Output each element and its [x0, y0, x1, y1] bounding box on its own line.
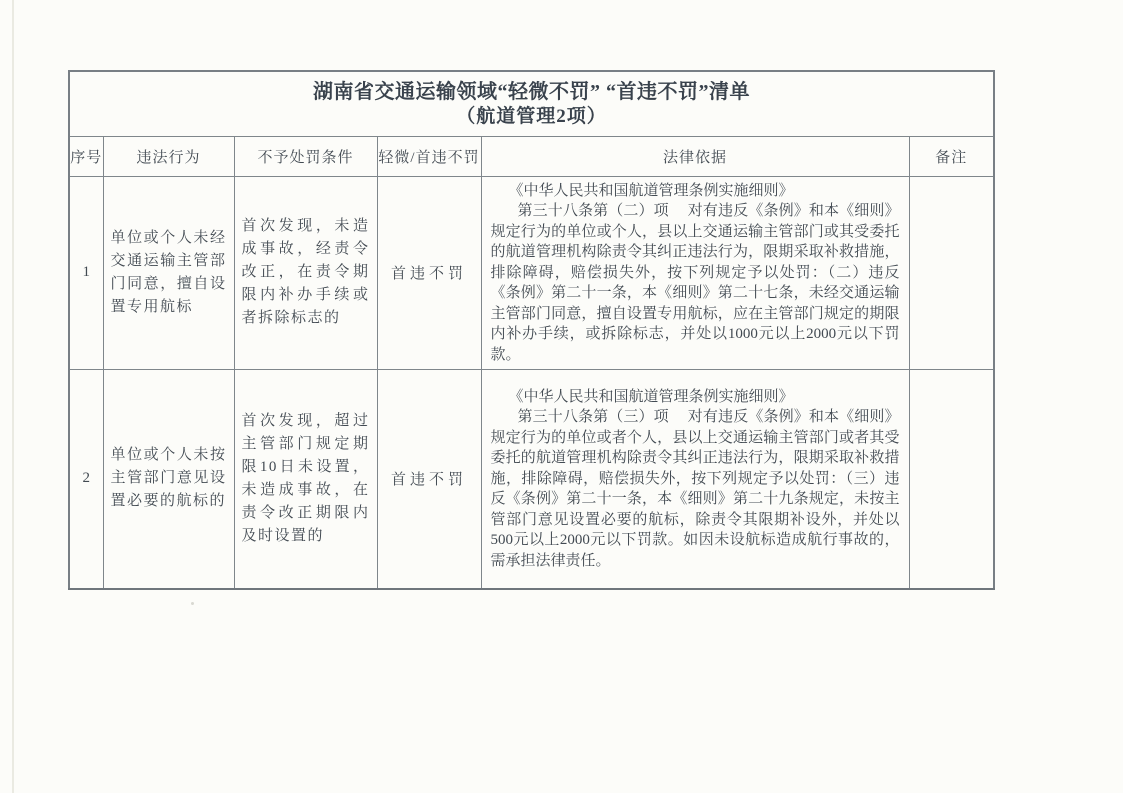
row2-condition: 首次发现，超过主管部门规定期限10日未设置，未造成事故，在责令改正期限内及时设置的: [234, 370, 377, 589]
row2-legal-title: 《中华人民共和国航道管理条例实施细则》: [508, 388, 794, 405]
column-header-condition: 不予处罚条件: [234, 136, 377, 176]
row1-legal-body: 第三十八条第（二）项 对有违反《条例》和本《细则》规定行为的单位或个人，县以上交通运输主管部门或其受委托的航道管理机构除责令其纠正违法行为，限期采取补救措施，排除障碍，赔偿损失外，按下列规定予以处罚：（二）违反《条例》第二十一条，本《细则》第二十七条，未经交通运输主管部门同意，擅自设置专用航标，应在主管部门规定的期限内补办手续，或拆除标志，并处以1000元以上2000元以下罚款。: [490, 203, 900, 363]
column-header-seq: 序号: [69, 136, 103, 176]
column-header-result: 轻微/首违不罚: [377, 136, 481, 176]
document-title: [69, 71, 994, 136]
row1-remark: [909, 176, 994, 370]
row1-seq: 1: [69, 176, 103, 370]
document-title-line2: （航道管理2项）: [456, 106, 607, 128]
table-row: [69, 370, 994, 589]
document-title-line1: 湖南省交通运输领域“轻微不罚” “首违不罚”清单: [313, 81, 751, 104]
row2-legal-basis: [481, 370, 909, 589]
row2-seq: 2: [69, 370, 103, 589]
row2-legal-body: 第三十八条第（三）项 对有违反《条例》和本《细则》规定行为的单位或者个人，县以上交通运输主管部门或者其受委托的航道管理机构除责令其纠正违法行为，限期采取补救措施，排除障碍，赔偿损失外，按下列规定予以处罚：（三）违反《条例》第二十一条，本《细则》第二十九条规定，未按主管部门意见设置必要的航标，除责令其限期补设外，并处以500元以上2000元以下罚款。如因未设航标造成航行事故的，需承担法律责任。: [490, 409, 900, 569]
scan-artifact-speck: [191, 602, 194, 605]
row1-legal-title: 《中华人民共和国航道管理条例实施细则》: [508, 182, 794, 199]
column-header-legal-basis: 法律依据: [481, 136, 909, 176]
row1-legal-basis: [481, 176, 909, 370]
table-row: [69, 176, 994, 370]
title-row: [69, 71, 994, 136]
row1-result: 首违不罚: [377, 176, 481, 370]
scan-artifact-left-line: [12, 0, 14, 793]
row2-result: 首违不罚: [377, 370, 481, 589]
column-header-remark: 备注: [909, 136, 994, 176]
row2-behavior: 单位或个人未按主管部门意见设置必要的航标的: [103, 370, 234, 589]
row2-remark: [909, 370, 994, 589]
row1-condition: 首次发现，未造成事故，经责令改正，在责令期限内补办手续或者拆除标志的: [234, 176, 377, 370]
row1-behavior: 单位或个人未经交通运输主管部门同意，擅自设置专用航标: [103, 176, 234, 370]
punishment-exemption-list-table: [68, 70, 995, 590]
table-header-row: [69, 136, 994, 176]
column-header-behavior: 违法行为: [103, 136, 234, 176]
